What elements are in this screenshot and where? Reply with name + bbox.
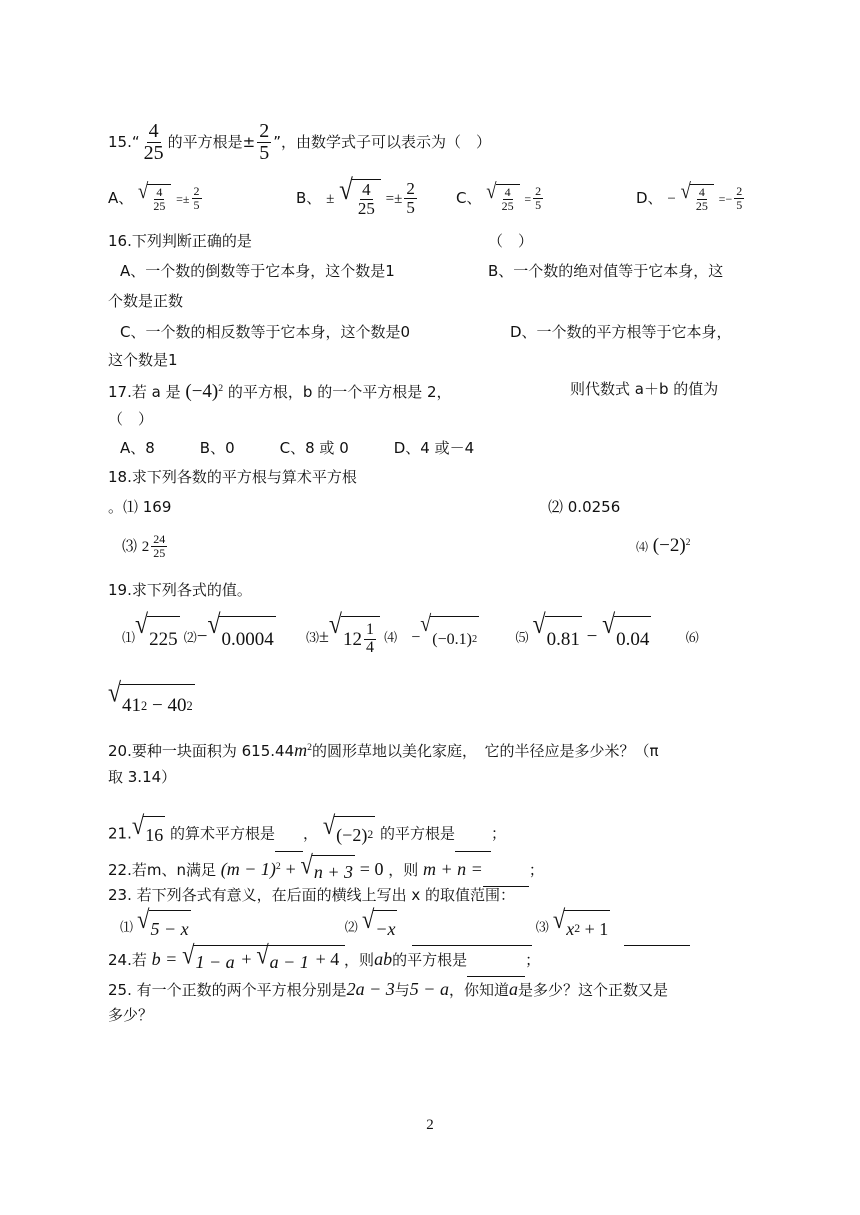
q25-stem-cont: 多少？ xyxy=(108,1006,154,1024)
q18-item-1: 。⑴ 169 xyxy=(108,498,172,516)
fraction: $\frac{4}{25}$ xyxy=(143,120,164,164)
q16-option-d-cont: 这个数是1 xyxy=(108,351,178,369)
q18-stem: 18.求下列各数的平方根与算术平方根 xyxy=(108,468,357,486)
q16-option-a: A、一个数的倒数等于它本身，这个数是1 xyxy=(120,262,395,280)
fraction: $\frac{2}{5}$ xyxy=(259,120,270,164)
q15-option-c: C、 √ $\frac{4}{25}$ = $\frac{2}{5}$ xyxy=(456,179,542,213)
q23-items: ⑴ √ 5 − x ⑵ √ −x ⑶ √ x 2 + 1 xyxy=(120,910,690,946)
q25-stem: 25. 有一个正数的两个平方根分别是2a − 3与5 − a，你知道a是多少？这个正数又是 xyxy=(108,979,668,999)
q16-option-b: B、一个数的绝对值等于它本身，这 xyxy=(488,262,724,280)
q16-option-c: C、一个数的相反数等于它本身，这个数是0 xyxy=(120,323,411,341)
q18-item-3: ⑶ 2 $\frac{24}{25}$ xyxy=(122,532,166,560)
sqrt-expression: √ $\frac{4}{25}$ xyxy=(138,184,171,212)
answer-blank[interactable] xyxy=(624,945,690,946)
q19-expression-6: √ 41 2 − 40 2 xyxy=(108,684,195,726)
q15-option-b: B、 ± √ $\frac{4}{25}$ =± $\frac{2}{5}$ xyxy=(296,175,415,218)
q15-stem: 15.“ $\frac{4}{25}$ 的平方根是± $\frac{2}{5}$ ”，由数学式子可以表示为（ ） xyxy=(108,120,491,164)
q16-answer-paren: （ ） xyxy=(488,232,534,250)
q17-answer-paren: （ ） xyxy=(108,410,154,428)
q17-stem: 17.若 a 是 $(-4)^2$ 的平方根，b 的一个平方根是 2， xyxy=(108,381,452,402)
sqrt-expression: √ $\frac{4}{25}$ xyxy=(339,179,381,218)
page-number: 2 xyxy=(426,1117,434,1133)
sqrt-expression: √ $\frac{4}{25}$ xyxy=(486,184,519,212)
q17-options: A、8 B、0 C、8 或 0 D、4 或－4 xyxy=(120,439,475,457)
q19-expressions: ⑴ √ 225 ⑵− √ 0.0004 ⑶± √ 12 $\frac{1}{4}$ ⑷ − √ (−0.1) 2 ⑸ √ 0.81 − √ 0.04 ⑹ xyxy=(122,614,699,662)
q20-stem-cont: 取 3.14） xyxy=(108,768,177,786)
q18-item-2: ⑵ 0.0256 xyxy=(548,498,621,516)
q22-stem: 22.若m、n满足 $(m - 1)^2$ + √ n + 3 = 0 ，则 m + n = ； xyxy=(108,852,544,887)
sqrt-expression: √ $\frac{4}{25}$ xyxy=(681,184,714,212)
q16-stem: 16.下列判断正确的是 xyxy=(108,232,252,250)
q16-option-b-cont: 个数是正数 xyxy=(108,292,184,310)
q20-stem: 20.要种一块面积为 $615.44m^2$的圆形草地以美化家庭， 它的半径应是多少米？（π xyxy=(108,740,659,760)
q24-stem: 24.若 b = √ 1 − a + √ a − 1 + 4 ，则ab的平方根是 ； xyxy=(108,944,540,977)
q18-item-4: ⑷ $(-2)^2$ xyxy=(636,535,691,556)
q16-option-d: D、一个数的平方根等于它本身， xyxy=(510,323,732,341)
q21-stem: 21. √ 16 的算术平方根是 ， √ (−2) 2 的平方根是 ； xyxy=(108,816,506,852)
q23-stem: 23. 若下列各式有意义，在后面的横线上写出 x 的取值范围： xyxy=(108,886,516,904)
q15-option-a: A、 √ $\frac{4}{25}$ =± $\frac{2}{5}$ xyxy=(108,179,200,213)
q19-stem: 19.求下列各式的值。 xyxy=(108,581,252,599)
q17-stem-tail: 则代数式 a＋b 的值为 xyxy=(570,380,719,398)
q15-option-d: D、 − √ $\frac{4}{25}$ =− $\frac{2}{5}$ xyxy=(636,179,743,213)
